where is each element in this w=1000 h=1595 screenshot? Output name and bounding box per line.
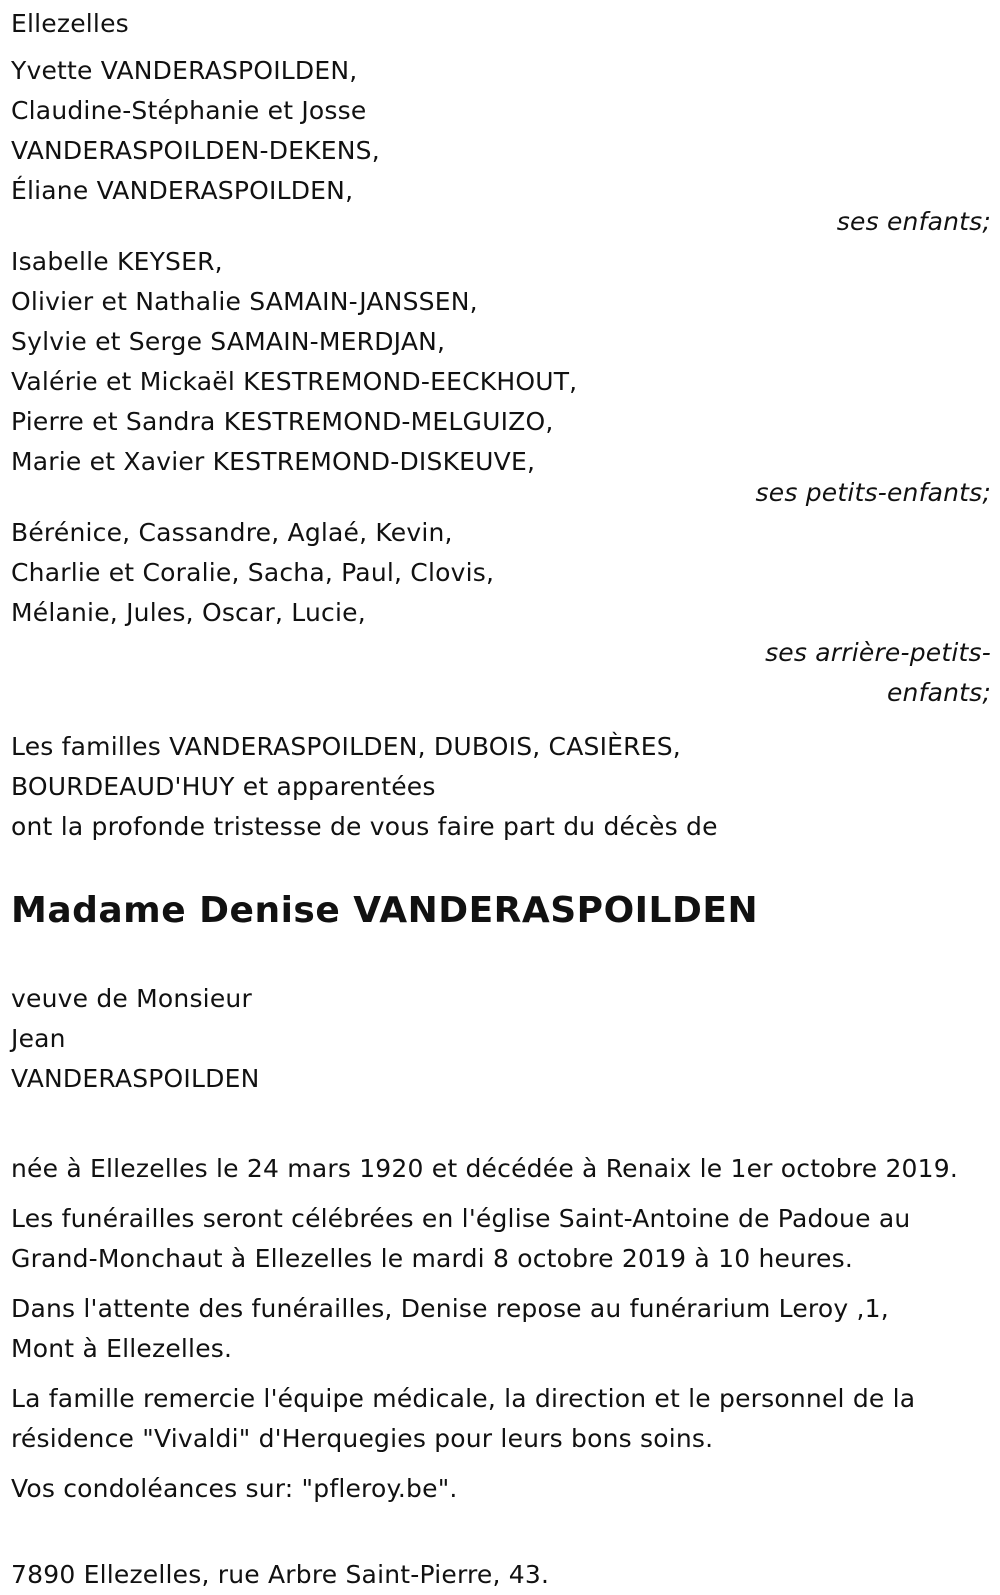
family-line: Olivier et Nathalie SAMAIN-JANSSEN, [11, 287, 478, 316]
repose-paragraph [11, 1289, 991, 1369]
repose-line: Mont à Ellezelles. [11, 1334, 233, 1363]
repose-line: Dans l'attente des funérailles, Denise repose au funérarium Leroy ,1, [11, 1294, 889, 1323]
family-line: Yvette VANDERASPOILDEN, [11, 56, 358, 85]
place-heading: Ellezelles [11, 9, 129, 38]
funeral-line: Grand-Monchaut à Ellezelles le mardi 8 octobre 2019 à 10 heures. [11, 1244, 854, 1273]
family-line: Pierre et Sandra KESTREMOND-MELGUIZO, [11, 407, 554, 436]
thanks-paragraph [11, 1379, 991, 1459]
relation-label: ses petits-enfants; [755, 478, 991, 507]
family-line: Isabelle KEYSER, [11, 247, 223, 276]
thanks-line: La famille remercie l'équipe médicale, la direction et le personnel de la [11, 1384, 916, 1413]
family-line: Éliane VANDERASPOILDEN, [11, 176, 354, 205]
deceased-name: Madame Denise VANDERASPOILDEN [11, 890, 759, 931]
family-line: Valérie et Mickaël KESTREMOND-EECKHOUT, [11, 367, 578, 396]
family-line: Marie et Xavier KESTREMOND-DISKEUVE, [11, 447, 536, 476]
family-line: VANDERASPOILDEN-DEKENS, [11, 136, 380, 165]
condolences-text: Vos condoléances sur: "pfleroy.be". [11, 1474, 458, 1503]
relation-label: enfants; [886, 678, 991, 707]
relation-label: ses arrière-petits- [765, 638, 991, 667]
address: 7890 Ellezelles, rue Arbre Saint-Pierre, 43. [11, 1560, 550, 1589]
details-section [11, 1149, 991, 1509]
funeral-line: Les funérailles seront célébrées en l'église Saint-Antoine de Padoue au [11, 1204, 911, 1233]
family-line: Bérénice, Cassandre, Aglaé, Kevin, [11, 518, 453, 547]
widow-line: veuve de Monsieur [11, 984, 252, 1013]
family-line: Charlie et Coralie, Sacha, Paul, Clovis, [11, 558, 495, 587]
widow-line: VANDERASPOILDEN [11, 1064, 260, 1093]
family-line: Mélanie, Jules, Oscar, Lucie, [11, 598, 366, 627]
announcement-line: ont la profonde tristesse de vous faire part du décès de [11, 812, 718, 841]
widow-line: Jean [11, 1024, 66, 1053]
condolences-paragraph [11, 1469, 991, 1509]
great-grandchildren-group [11, 513, 991, 713]
grandchildren-group [11, 242, 991, 506]
obituary-notice [11, 4, 991, 1595]
relation-label: ses enfants; [836, 207, 991, 236]
funeral-paragraph [11, 1199, 991, 1279]
family-line: Claudine-Stéphanie et Josse [11, 96, 367, 125]
announcement-line: BOURDEAUD'HUY et apparentées [11, 772, 436, 801]
families-announcement [11, 727, 991, 847]
thanks-line: résidence "Vivaldi" d'Herquegies pour leurs bons soins. [11, 1424, 714, 1453]
birth-death-text: née à Ellezelles le 24 mars 1920 et décédée à Renaix le 1er octobre 2019. [11, 1154, 959, 1183]
widow-of [11, 979, 991, 1099]
children-group [11, 51, 991, 235]
family-line: Sylvie et Serge SAMAIN-MERDJAN, [11, 327, 446, 356]
announcement-line: Les familles VANDERASPOILDEN, DUBOIS, CASIÈRES, [11, 732, 681, 761]
